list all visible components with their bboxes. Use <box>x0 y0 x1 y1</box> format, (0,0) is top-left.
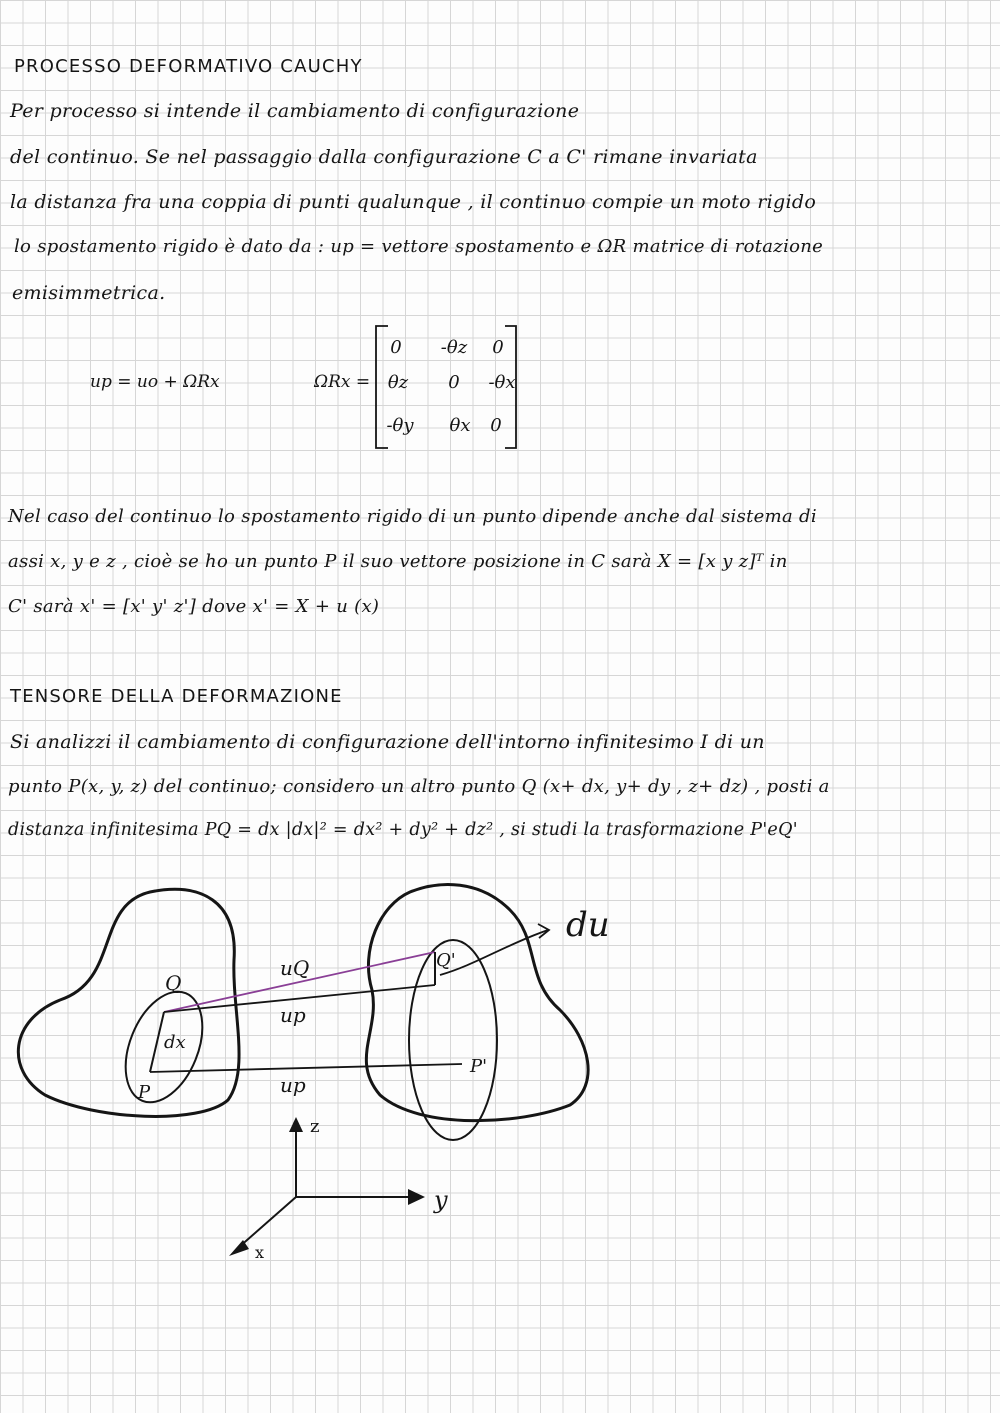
text-line: del continuo. Se nel passaggio dalla configurazione C a C' rimane invariata <box>10 146 758 168</box>
text-line: Nel caso del continuo lo spostamento rigido di un punto dipende anche dal sistema di <box>8 506 817 527</box>
text-line: la distanza fra una coppia di punti qualunque , il continuo compie un moto rigido <box>10 191 817 213</box>
label-up-top: up <box>280 1003 306 1027</box>
matrix-cell: 0 <box>448 372 460 393</box>
body-Cprime-outline <box>366 885 588 1121</box>
text-line: Per processo si intende il cambiamento di configurazione <box>10 100 580 122</box>
matrix-cell: -θy <box>386 415 414 436</box>
text-line: distanza infinitesima PQ = dx |dx|² = dx² + dy² + dz² , si studi la trasformazione P'eQ' <box>8 820 798 840</box>
label-Q-prime: Q' <box>436 950 456 971</box>
text-line: C' sarà x' = [x' y' z'] dove x' = X + u (x) <box>8 596 380 617</box>
matrix-cell: θz <box>387 372 409 393</box>
matrix-cell: -θz <box>440 337 468 358</box>
matrix-label: ΩRx = <box>314 372 371 392</box>
label-P: P <box>138 1082 151 1103</box>
text-line: emisimmetrica. <box>12 282 166 304</box>
displacement-equation: up = uo + ΩRx <box>90 372 220 392</box>
section-title-cauchy: PROCESSO DEFORMATIVO CAUCHY <box>14 56 363 77</box>
matrix-cell: 0 <box>390 337 402 358</box>
axis-y-label: y <box>434 1186 448 1214</box>
label-dx: dx <box>164 1032 186 1053</box>
coordinate-axes <box>229 1116 448 1262</box>
label-uQ: uQ <box>280 956 310 980</box>
matrix-cell: 0 <box>492 337 504 358</box>
text-line: Si analizzi il cambiamento di configurazione dell'intorno infinitesimo I di un <box>10 731 765 753</box>
matrix-cell: 0 <box>490 415 502 436</box>
text-line: punto P(x, y, z) del continuo; considero un altro punto Q (x+ dx, y+ dy , z+ dz) , posti a <box>8 776 830 797</box>
text-line: lo spostamento rigido è dato da : up = vettore spostamento e ΩR matrice di rotazione <box>14 236 824 257</box>
matrix-cell: -θx <box>488 372 516 393</box>
axis-z-label: z <box>310 1116 320 1137</box>
up-vector-bottom <box>150 1064 462 1072</box>
label-P-prime: P' <box>470 1056 488 1077</box>
label-Q: Q <box>165 971 182 995</box>
label-du: du <box>566 905 610 945</box>
axis-x-label: x <box>255 1243 265 1262</box>
label-up-bottom: up <box>280 1073 306 1097</box>
matrix-cell: θx <box>449 415 471 436</box>
section-title-tensore: TENSORE DELLA DEFORMAZIONE <box>10 686 343 707</box>
text-line: assi x, y e z , cioè se ho un punto P il suo vettore posizione in C sarà X = [x y z]ᵀ in <box>8 551 788 572</box>
